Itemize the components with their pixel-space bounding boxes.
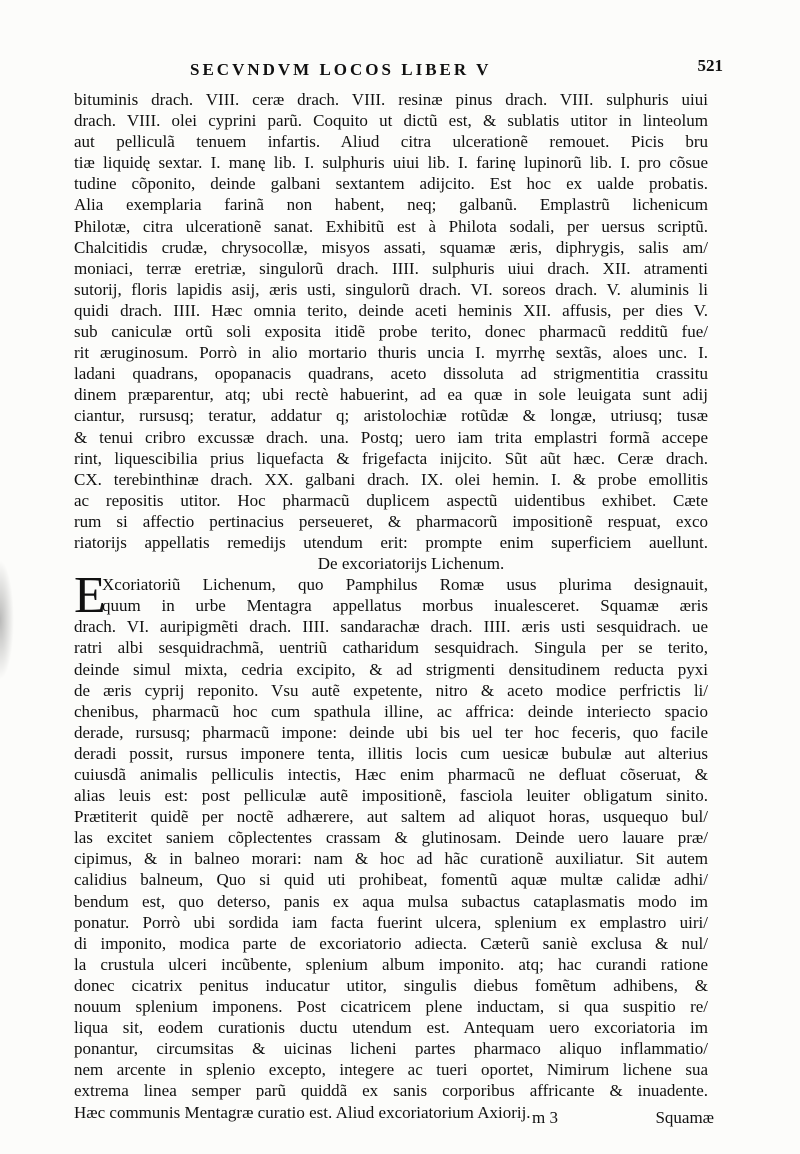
running-head: SECVNDVM LOCOS LIBER V — [190, 60, 492, 79]
text-line: bituminis drach. VIII. ceræ drach. VIII. resinæ pinus drach. VIII. sulphuris uiui — [74, 90, 708, 109]
signature-mark: m 3 — [532, 1108, 558, 1127]
page-footer — [74, 1108, 714, 1130]
text-line: tudine cõponito, deinde galbani sextantem adijcito. Est hoc ex ualde probatis. — [74, 174, 708, 194]
body-text — [74, 89, 708, 1123]
text-line: ac repositis utitor. Hoc pharmacũ duplicem aspectũ uidentibus exhibet. Cæte — [74, 490, 708, 510]
text-line: cipimus, & in balneo morari: nam & hoc ad hãc curationẽ auxiliatur. Sit autem — [74, 849, 708, 869]
paragraph-excoriatorium — [74, 567, 708, 1122]
text-line: deradi possit, rursus imponere tenta, illitis locis cum uesicæ bubulæ aut alterius — [74, 743, 708, 763]
text-line: ponatur. Porrò ubi sordida iam facta fuerint ulcera, splenium ex emplastro uiri/ — [74, 912, 708, 932]
text-line: rint, liquescibilia prius liquefacta & frigefacta inijcito. Sũt aũt hæc. Ceræ drach. — [74, 448, 708, 468]
catchword: Squamæ — [655, 1108, 714, 1127]
text-line: quidi drach. IIII. Hæc omnia terito, deinde aceti heminis XII. affusis, per dies V. — [74, 300, 708, 320]
text-line: de æris cyprij reponito. Vsu autẽ expetente, nitro & aceto modice perfrictis li/ — [74, 680, 708, 700]
text-line: donec cicatrix penitus inducatur utitor, singulis diebus fomẽtum adhibens, & — [74, 975, 708, 995]
paragraph-lines — [74, 616, 708, 1101]
text-line: las excitet saniem cõplectentes crassam & glutinosam. Deinde uero lauare præ/ — [74, 828, 708, 848]
section-heading: De excoriatorijs Lichenum. — [317, 554, 505, 574]
text-line: quum in urbe Mentagra appellatus morbus inualesceret. Squamæ æris — [102, 596, 708, 616]
text-line: Philotæ, citra ulcerationẽ sanat. Exhibitũ est à Philota sodali, per uersus scriptũ. — [74, 216, 708, 236]
text-line: CX. terebinthinæ drach. XX. galbani drach. IX. olei hemin. I. & probe emollitis — [74, 469, 708, 489]
text-line: ratri albi sesquidrachmã, uentriũ catharidum sesquidrach. Singula per se terito, — [74, 638, 708, 658]
dropcap-lines — [74, 567, 708, 625]
text-line: cuiusdã animalis pelliculis intectis, Hæc enim pharmacũ ne defluat cõseruat, & — [74, 765, 708, 784]
text-line: tiæ liquidę sextar. I. manę lib. I. sulphuris uiui lib. I. farinę lupinorũ lib. I. pro cõsue — [74, 153, 708, 173]
text-line: chenibus, pharmacũ hoc cum spathula illine, ac affrica: deinde interiecto spacio — [74, 701, 708, 721]
text-line: Prætiterit quidẽ per noctẽ adhærere, aut saltem ad aliquot horas, usquequo bul/ — [74, 807, 708, 827]
text-line: derade, rursusq; pharmacũ impone: deinde ubi bis uel ter hoc feceris, quo facile — [74, 722, 708, 742]
page-header — [190, 56, 723, 86]
text-line: dinem præparentur, atq; ubi rectè habuerint, ad ea quæ in sole leuigata sunt adij — [74, 385, 708, 405]
text-line: nouum splenium imponens. Post cicatricem plene inductam, si qua suspitio re/ — [74, 997, 708, 1017]
text-line: la crustula ulceri incũbente, splenium album imponito. atq; hac curandi ratione — [74, 954, 708, 974]
text-line: deinde simul mixta, cedria excipito, & ad strigmenti densitudinem reducta pyxi — [74, 659, 708, 679]
text-line: drach. VIII. olei cyprini parũ. Coquito ut dictũ est, & sublatis utitor in linteolum — [74, 111, 708, 131]
text-line: sutorij, floris lapidis asij, æris usti, singulorũ drach. VI. soreos drach. V. aluminis li — [74, 279, 708, 299]
text-line: rum si affectio pertinacius perseueret, & pharmacorũ impositionẽ respuat, exco — [74, 511, 708, 531]
text-line: moniaci, terræ eretriæ, singulorũ drach. IIII. sulphuris uiui drach. XII. atramenti — [74, 258, 708, 278]
text-line: ladani quadrans, opopanacis quadrans, aceto dissoluta ad strigmentitia crassitu — [74, 364, 708, 384]
text-line: riatorijs appellatis remedijs utendum erit: prompte enim superficiem auellunt. — [74, 532, 708, 552]
closing-line: Hæc communis Mentagræ curatio est. Aliud excoriatorium Axiorij. — [74, 1102, 531, 1122]
paragraph-lichen-remedies — [74, 89, 708, 553]
text-line: alias leuis est: post pelliculæ autẽ impositionẽ, fasciola leuiter obligatum sinito. — [74, 786, 708, 806]
text-line: aut pelliculã tenuem infartis. Aliud citra ulcerationẽ remouet. Picis bru — [74, 132, 708, 152]
text-line: extrema linea semper parũ quiddã ex sanis corporibus affricante & inuadente. — [74, 1081, 708, 1101]
text-line: rit æruginosum. Porrò in alio mortario thuris uncia I. myrrhę sextãs, aloes unc. I. — [74, 343, 708, 363]
text-line: ponantur, circumsitas & uicinas licheni partes pharmaco aliquo inflammatio/ — [74, 1039, 708, 1059]
text-line: calidius balneum, Quo si quid uti prohibeat, fomentũ aquæ multæ calidæ adhi/ — [74, 870, 708, 890]
text-line: bendum est, quo deterso, panis ex aqua mulsa subactus cataplasmatis modo im — [74, 891, 708, 911]
page-edge-shadow — [0, 560, 14, 680]
drop-capital: E — [74, 567, 106, 625]
text-line: drach. VI. auripigmẽti drach. IIII. sandarachæ drach. IIII. æris usti sesquidrach. ue — [74, 617, 708, 637]
text-line: Chalcitidis crudæ, chrysocollæ, misyos assati, squamæ æris, diphrygis, salis am/ — [74, 237, 708, 257]
text-line: nem arcente in splenio excepto, integere ac tueri oportet, Nimirum lichene sua — [74, 1060, 708, 1080]
text-line: Xcoriatoriũ Lichenum, quo Pamphilus Romæ usus plurima designauit, — [102, 575, 708, 595]
page-number: 521 — [697, 56, 723, 75]
text-line: ciantur, rursusq; teratur, addatur q; aristolochiæ rotũdæ & longæ, utriusq; tusæ — [74, 406, 708, 426]
text-line: di imponito, modica parte de excoriatorio adiecta. Cæterũ saniè exclusa & nul/ — [74, 933, 708, 953]
text-line: & tenui cribro excussæ drach. una. Postq; uero iam trita emplastri formã accepe — [74, 427, 708, 447]
text-line: Alia exemplaria farinã non habent, neq; galbanũ. Emplastrũ lichenicum — [74, 195, 708, 215]
text-line: liqua sit, eodem curationis ductu utendum est. Antequam uero excoriatoria im — [74, 1018, 708, 1038]
text-line: sub caniculæ ortũ soli exposita itidẽ probe terito, donec pharmacũ redditũ fue/ — [74, 322, 708, 342]
